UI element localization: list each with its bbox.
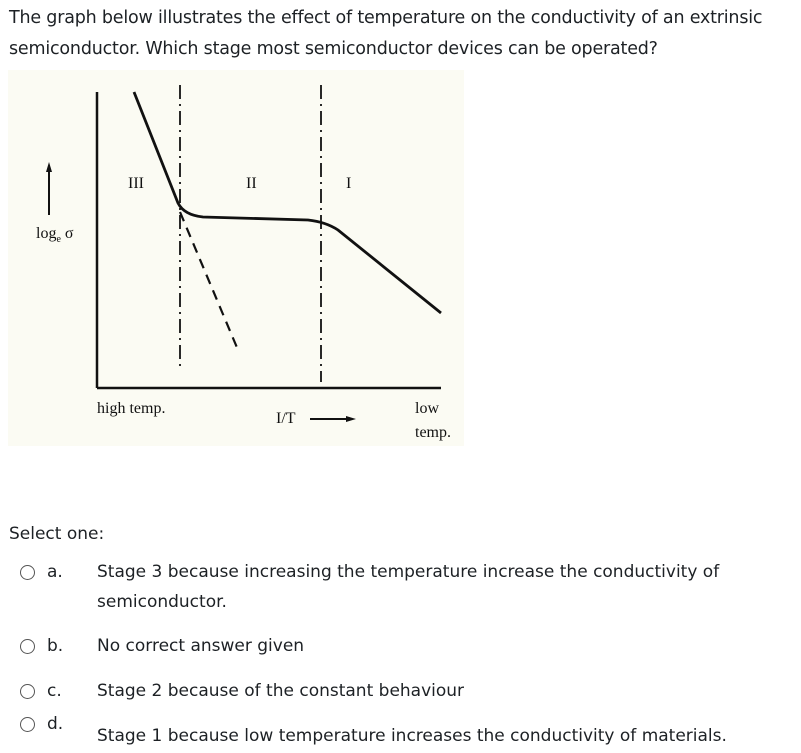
option-text: No correct answer given (97, 636, 305, 656)
conductivity-graph (8, 70, 464, 446)
intrinsic-extrapolation (180, 212, 238, 350)
stage-2-label: II (246, 175, 257, 192)
question-text: The graph below illustrates the effect of temperature on the conductivity of an extrinsic semiconductor. Which stage most semiconductor devices can be operated? (9, 8, 763, 59)
select-one-label: Select one: (9, 524, 105, 544)
low-temp-label: low (415, 400, 439, 417)
graph-lines (8, 70, 464, 446)
option-letter: c. (47, 681, 62, 701)
option-a[interactable] (20, 557, 780, 617)
x-axis-label: I/T (276, 410, 296, 427)
option-text: Stage 2 because of the constant behaviour (97, 681, 465, 701)
radio-d[interactable] (20, 717, 35, 732)
low-temp-label-2: temp. (415, 424, 451, 441)
radio-a[interactable] (20, 565, 35, 580)
y-axis-label: $\log_e \sigma$ (36, 225, 74, 246)
option-b[interactable] (20, 631, 304, 661)
option-letter: b. (47, 636, 64, 656)
option-letter: a. (47, 562, 63, 582)
stage-3-label: III (128, 175, 144, 192)
option-text: Stage 3 because increasing the temperature increase the conductivity of semiconductor. (97, 562, 720, 612)
option-d[interactable] (20, 709, 727, 751)
high-temp-label: high temp. (97, 400, 166, 417)
radio-c[interactable] (20, 684, 35, 699)
option-text: Stage 1 because low temperature increases the conductivity of materials. (97, 726, 727, 746)
stage-1-label: I (346, 175, 352, 192)
option-c[interactable] (20, 676, 464, 706)
option-letter: d. (47, 714, 64, 734)
radio-b[interactable] (20, 639, 35, 654)
